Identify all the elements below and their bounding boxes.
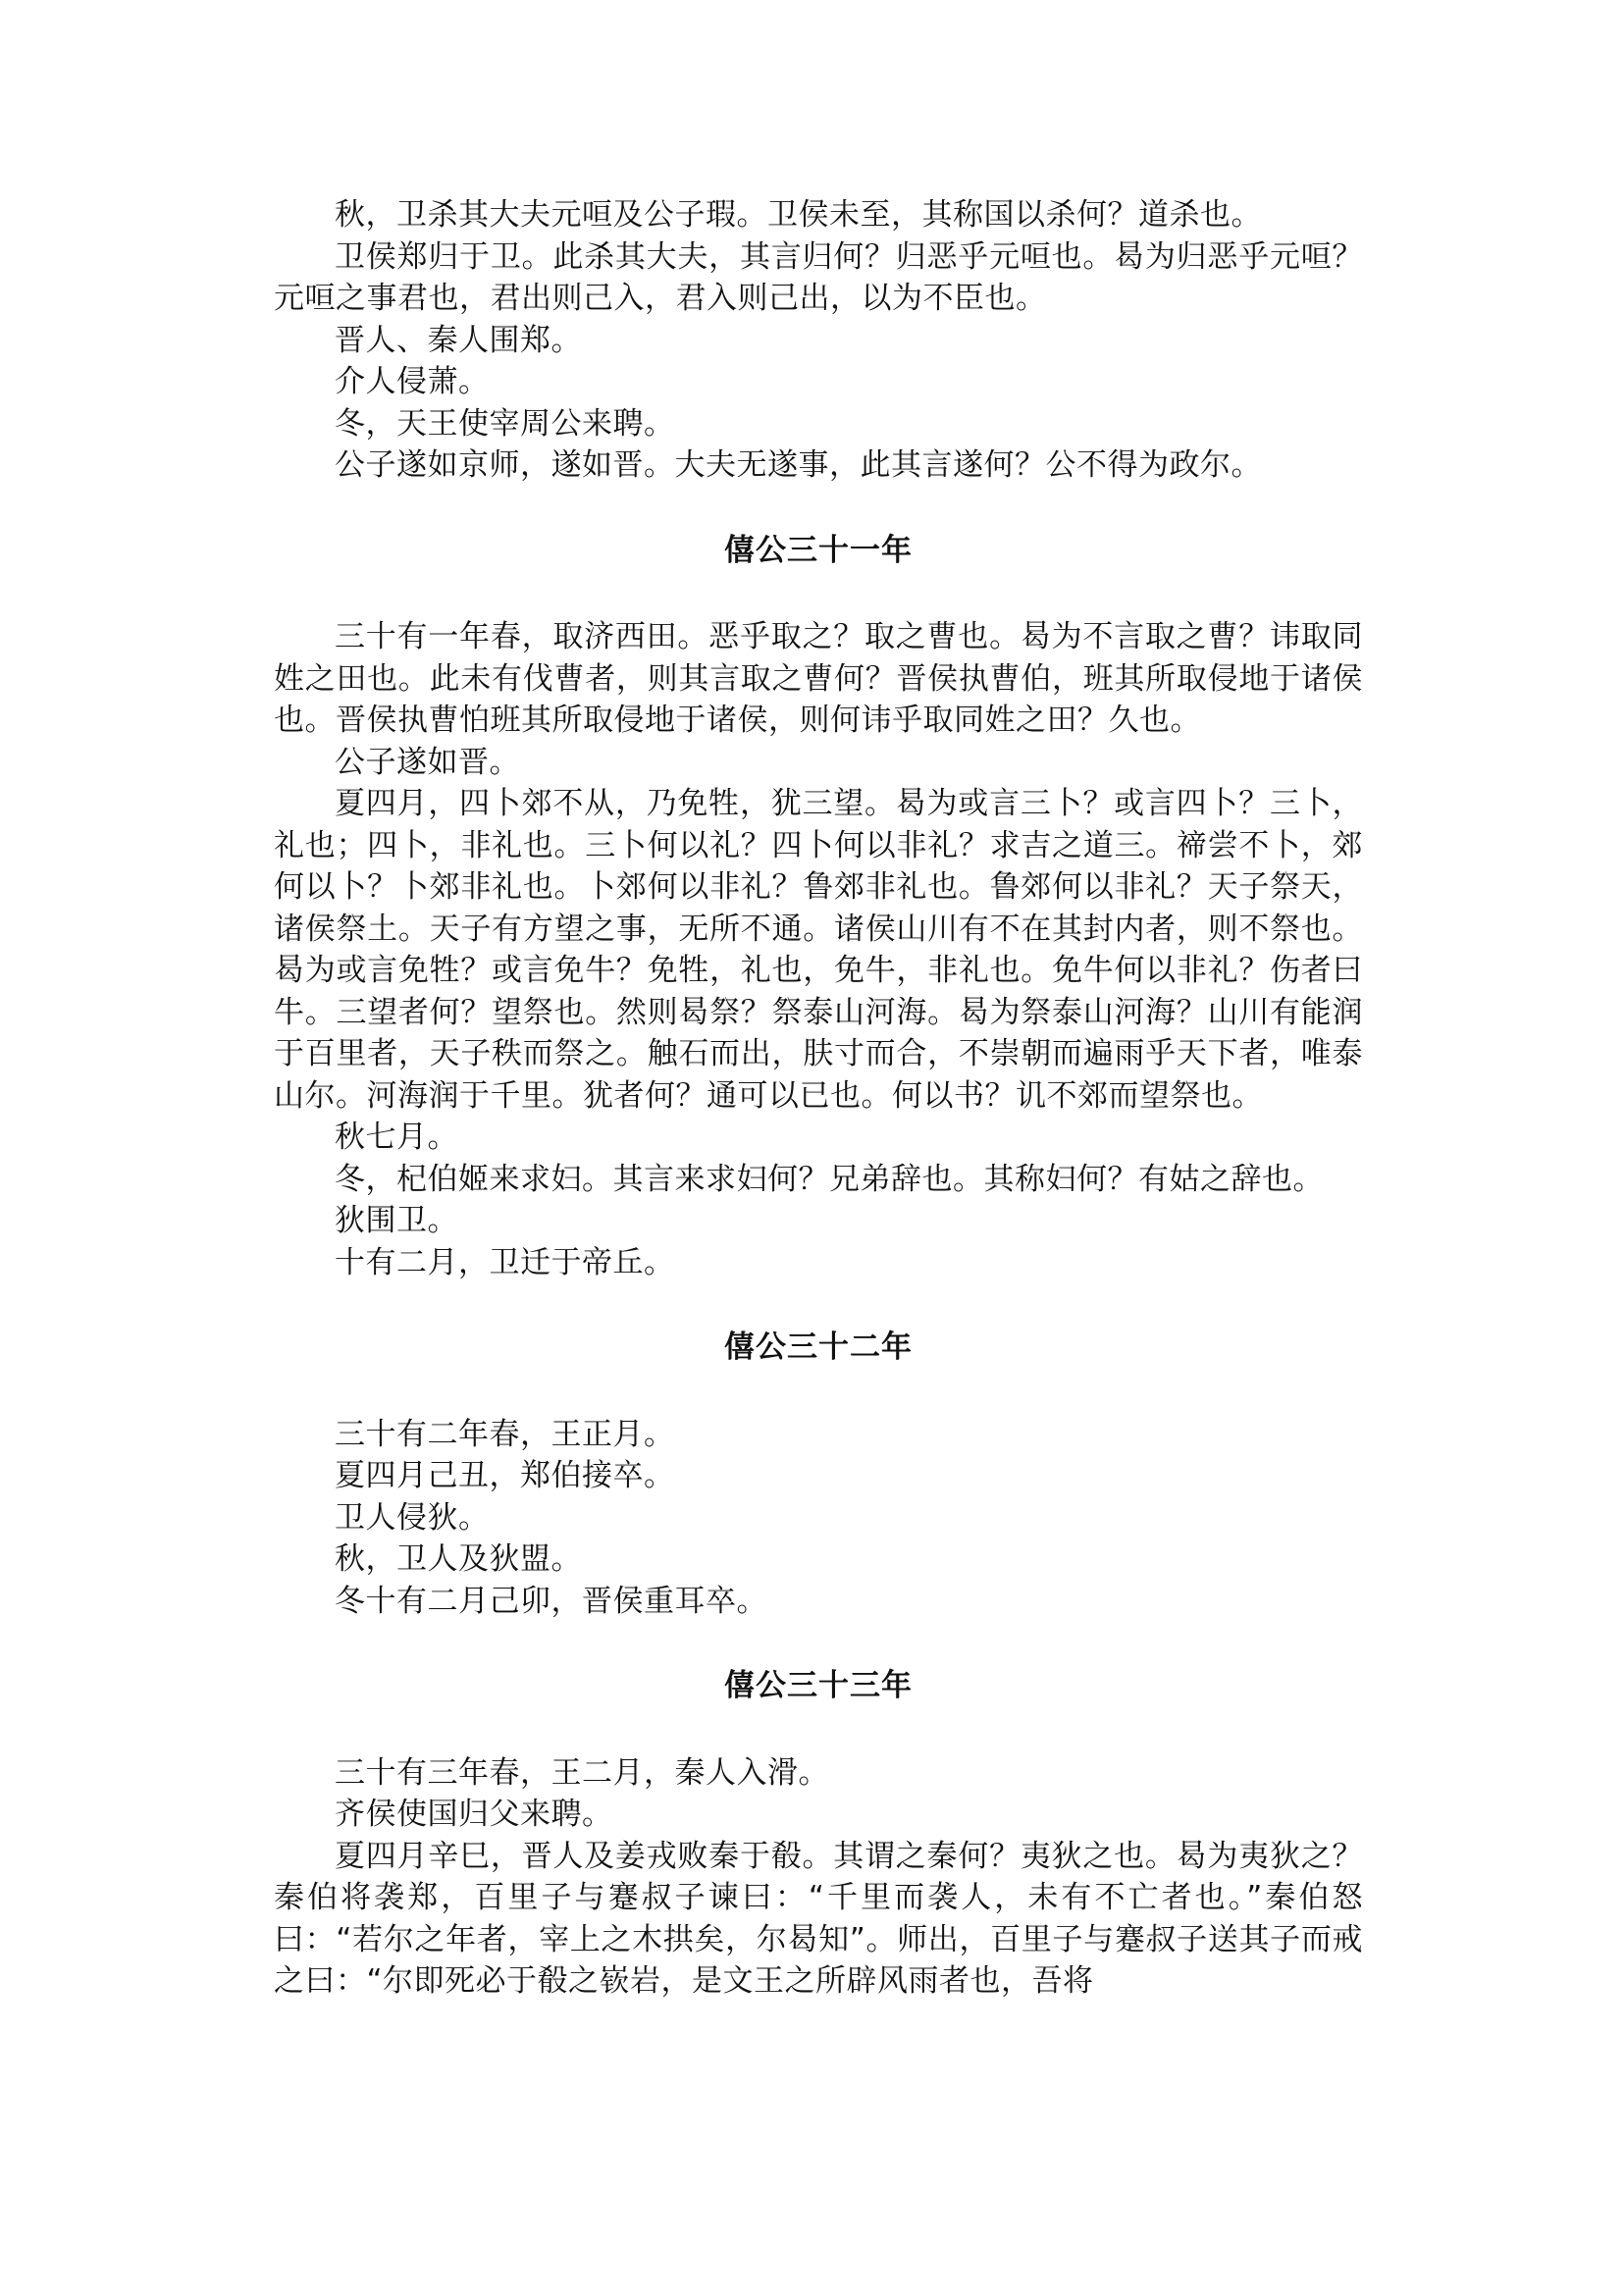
paragraph: 秋七月。	[335, 1120, 458, 1155]
paragraph: 夏四月，四卜郊不从，乃免牲，犹三望。曷为或言三卜？或言四卜？三卜，礼也；四卜，非礼也。三卜何以礼？四卜何以非礼？求吉之道三。禘尝不卜，郊何以卜？卜郊非礼也。卜郊何以非礼？鲁郊非礼也。鲁郊何以非礼？天子祭天，诸侯祭土。天子有方望之事，无所不通。诸侯山川有不在其封内者，则不祭也。曷为或言免牲？或言免牛？免牲，礼也，免牛，非礼也。免牛何以非礼？伤者曰牛。三望者何？望祭也。然则曷祭？祭泰山河海。曷为祭泰山河海？山川有能润于百里者，天子秩而祭之。触石而出，肤寸而合，不崇朝而遍雨乎天下者，唯泰山尔。河海润于千里。犹者何？通可以已也。何以书？讥不郊而望祭也。	[274, 786, 1363, 1114]
paragraph: 狄围卫。	[335, 1203, 458, 1238]
paragraph: 三十有一年春，取济西田。恶乎取之？取之曹也。曷为不言取之曹？讳取同姓之田也。此未有伐曹者，则其言取之曹何？晋侯执曹伯，班其所取侵地于诸侯也。晋侯执曹怕班其所取侵地于诸侯，则何讳乎取同姓之田？久也。	[274, 619, 1363, 738]
paragraph: 冬，天王使宰周公来聘。	[335, 405, 675, 442]
document-page	[274, 194, 1363, 2003]
paragraph: 夏四月辛巳，晋人及姜戎败秦于殽。其谓之秦何？夷狄之也。曷为夷狄之？秦伯将袭郑，百里子与蹇叔子谏曰：“千里而袭人，未有不亡者也。”秦伯怒曰：“若尔之年者，宰上之木拱矣，尔曷知”。师出，百里子与蹇叔子送其子而戒之曰：“尔即死必于殽之嵚岩，是文王之所辟风雨者也，吾将	[274, 1838, 1363, 1999]
section-xi-33	[274, 1665, 1363, 2003]
paragraph: 齐侯使国归父来聘。	[335, 1797, 613, 1832]
paragraph: 晋人、秦人围郑。	[335, 322, 582, 358]
paragraph: 卫人侵狄。	[335, 1499, 490, 1536]
section-heading: 僖公三十三年	[724, 1668, 913, 1703]
paragraph: 秋，卫杀其大夫元咺及公子瑕。卫侯未至，其称国以杀何？道杀也。	[335, 197, 1262, 233]
section-xi-31	[274, 530, 1363, 1284]
section-heading: 僖公三十二年	[724, 1329, 913, 1365]
paragraph: 三十有二年春，王正月。	[335, 1416, 675, 1452]
paragraph: 公子遂如晋。	[335, 744, 520, 780]
paragraph: 卫侯郑归于卫。此杀其大夫，其言归何？归恶乎元咺也。曷为归恶乎元咺？元咺之事君也，君出则己入，君入则己出，以为不臣也。	[274, 238, 1363, 316]
intro-section	[274, 194, 1363, 487]
paragraph: 秋，卫人及狄盟。	[335, 1541, 582, 1577]
section-xi-32	[274, 1327, 1363, 1622]
paragraph: 十有二月，卫迁于帝丘。	[335, 1244, 675, 1280]
section-heading: 僖公三十一年	[724, 532, 913, 568]
paragraph: 介人侵萧。	[335, 364, 490, 399]
paragraph: 冬十有二月己卯，晋侯重耳卒。	[335, 1583, 767, 1619]
paragraph: 三十有三年春，王二月，秦人入滑。	[335, 1754, 829, 1791]
paragraph: 公子遂如京师，遂如晋。大夫无遂事，此其言遂何？公不得为政尔。	[335, 447, 1262, 483]
paragraph: 夏四月己丑，郑伯接卒。	[335, 1458, 675, 1493]
paragraph: 冬，杞伯姬来求妇。其言来求妇何？兄弟辞也。其称妇何？有姑之辞也。	[335, 1161, 1324, 1197]
